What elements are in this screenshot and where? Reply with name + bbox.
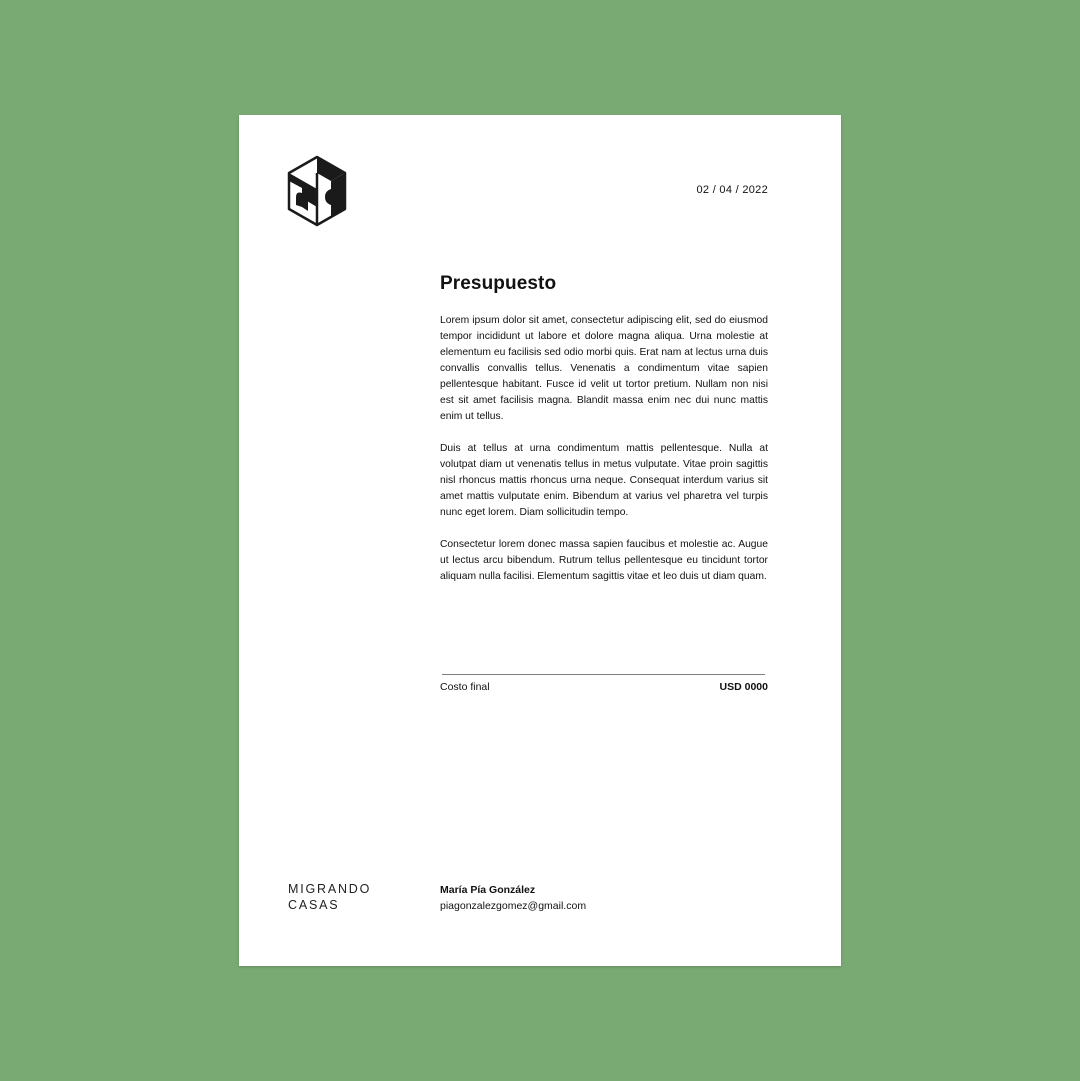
brand-line-2: CASAS — [288, 898, 340, 912]
contact-email: piagonzalezgomez@gmail.com — [440, 900, 587, 912]
cost-label: Costo final — [440, 681, 490, 693]
brand-line-1: MIGRANDO — [288, 882, 372, 896]
brand-wordmark — [288, 881, 371, 913]
contact-block — [440, 882, 586, 914]
body-paragraph-3: Consectetur lorem donec massa sapien faucibus et molestie ac. Augue ut lectus arcu bibendum. Rutrum tellus pellentesque eu tincidunt tortor aliquam nulla facilisi. Elementum sagittis vitae et leo duis ut diam quam. — [440, 539, 768, 582]
body-paragraph-2: Duis at tellus at urna condimentum mattis pellentesque. Nulla at volutpat diam ut venenatis tellus in metus vulputate. Vitae proin sagittis nisl rhoncus mattis rhoncus urna neque. Consequat interdum varius sit amet mattis vulputate enim. Bibendum at varius vel pharetra vel turpis nunc eget lorem. Diam sollicitudin tempo. — [440, 443, 768, 518]
document-title: Presupuesto — [440, 273, 557, 294]
contact-name: María Pía González — [440, 884, 536, 896]
document-date: 02 / 04 / 2022 — [696, 184, 768, 196]
document-body — [440, 273, 768, 601]
cost-value: USD 0000 — [719, 681, 768, 693]
cost-summary — [440, 681, 768, 693]
body-paragraph-1: Lorem ipsum dolor sit amet, consectetur adipiscing elit, sed do eiusmod tempor incididunt ut labore et dolore magna aliqua. Urna molestie at elementum eu facilisis sed odio morbi quis. Erat nam at lectus urna duis convallis convallis tellus. Venenatis a condimentum vitae sapien pellentesque habitant. Fusce id velit ut tortor pretium. Nullam non nisi est sit amet facilisis magna. Blandit massa enim nec dui nunc mattis enim ut tellus. — [440, 315, 768, 422]
cost-divider — [442, 674, 765, 675]
house-cube-logo-icon — [286, 155, 348, 227]
document-page — [239, 115, 841, 966]
